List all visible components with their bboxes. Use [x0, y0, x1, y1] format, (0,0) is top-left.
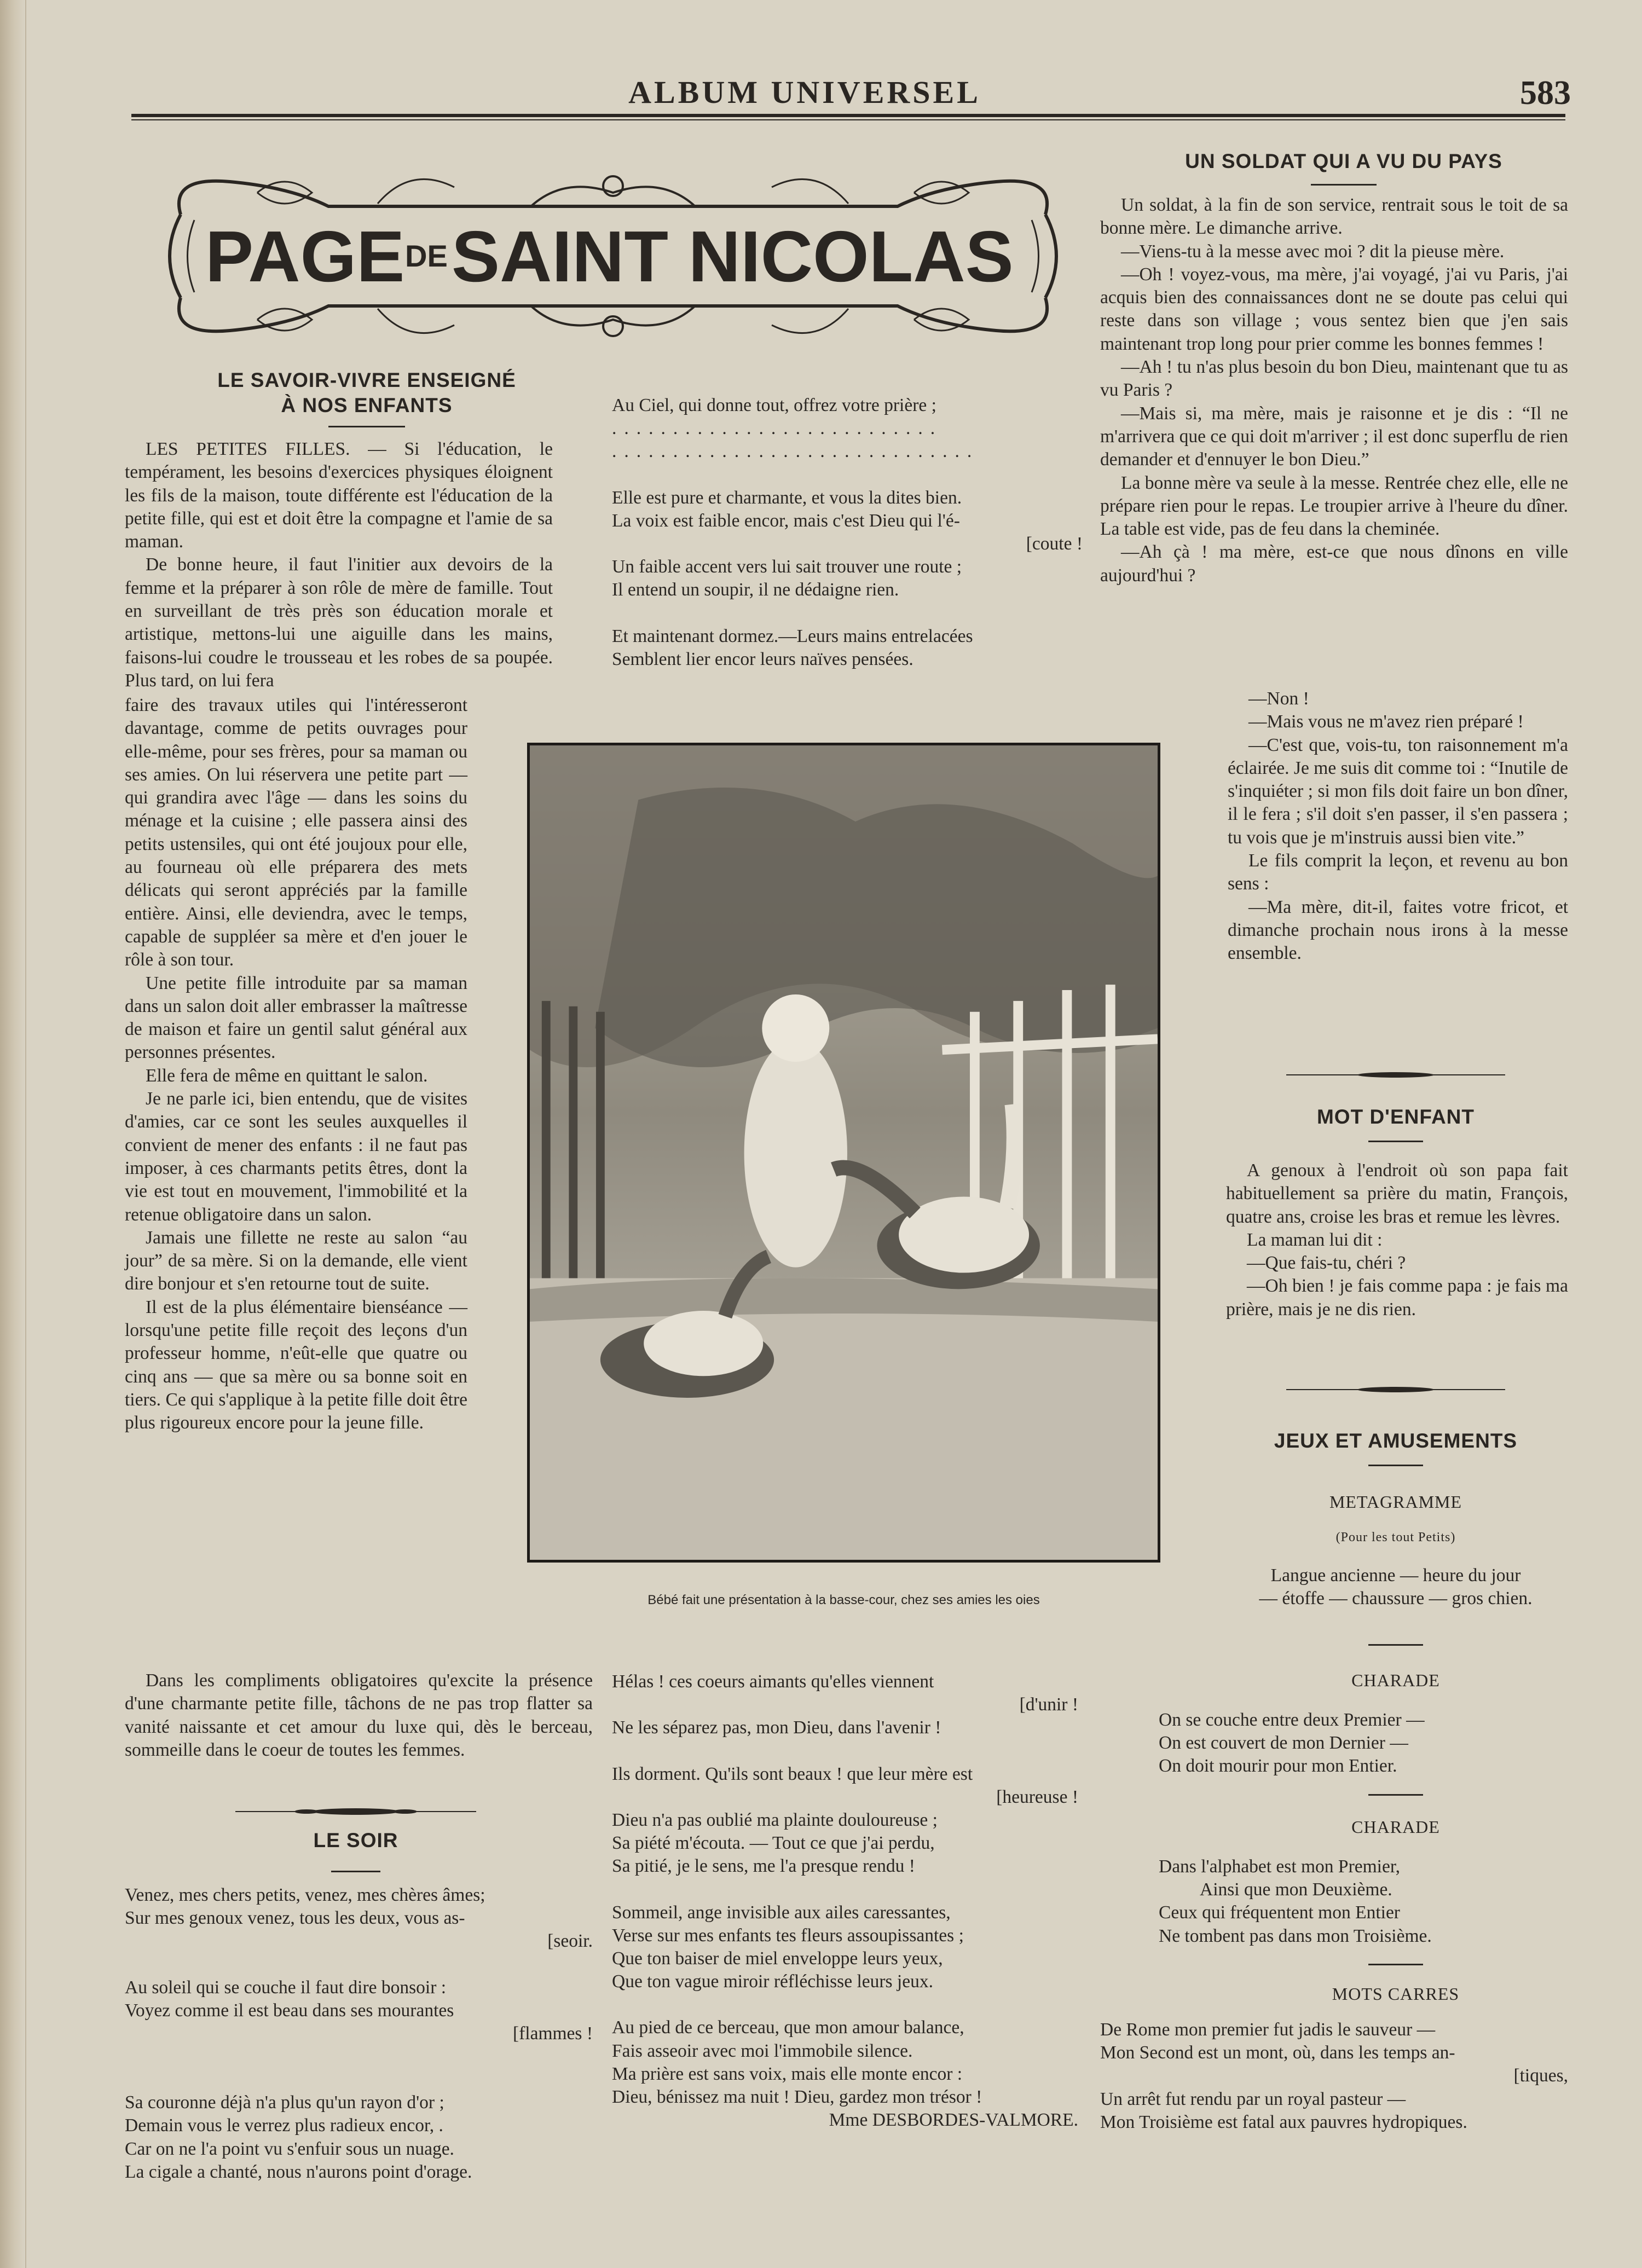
masthead-title-mid: DE: [405, 239, 448, 273]
savoir-paragraph: Il est de la plus élémentaire bienséance — lorsqu'une petite fille reçoit des leçons d'un professeur homme, n'eût-elle que quatre ou cinq ans — que sa mère ou sa bonne soit en tiers. Ce qui s'applique à la petite fille doit être plus rigoureux encore pour la jeune fille.: [125, 1297, 467, 1433]
verse-line: Hélas ! ces coeurs aimants qu'elles viennent: [612, 1671, 934, 1692]
soldat-paragraph: —C'est que, vois-tu, ton raisonnement m'a éclairée. Je me suis dit comme toi : “Inutile de s'inquiéter ; si mon fils doit faire un bon dîner, il le fera ; s'il doit s'en passer, il s'en passera ; tu vois que je m'instruis aussi bien vite.”: [1228, 734, 1568, 848]
metagramme-lines: [1204, 1564, 1587, 1610]
verse-line: Et maintenant dormez.—Leurs mains entrelacées: [612, 626, 973, 646]
verse-continuation: [heureuse !: [996, 1786, 1078, 1807]
charade2-line: Ainsi que mon Deuxième.: [1200, 1879, 1392, 1900]
savoir-heading-line1: LE SAVOIR-VIVRE ENSEIGNÉ: [217, 369, 516, 391]
savoir-paragraph: Dans les compliments obligatoires qu'excite la présence d'une charmante petite fille, tâchons de ne pas trop flatter sa vanité naissante et cet amour du luxe qui, dès le berceau, sommeille dans le coeur de toutes les femmes.: [125, 1670, 593, 1760]
verse-line: Sommeil, ange invisible aux ailes caressantes,: [612, 1902, 951, 1923]
mot-enfant-paragraph: —Oh bien ! je fais comme papa : je fais ma prière, mais je ne dis rien.: [1226, 1276, 1568, 1320]
ornament-divider: [1286, 1385, 1505, 1395]
photo-child-geese: [527, 743, 1160, 1563]
verse-line: Sa couronne déjà n'a plus qu'un rayon d'or ;: [125, 2092, 444, 2113]
soldat-paragraph: Le fils comprit la leçon, et revenu au bon sens :: [1228, 850, 1568, 894]
verse-line: Mon Troisième est fatal aux pauvres hydropiques.: [1100, 2111, 1467, 2132]
charade1-lines: [1159, 1709, 1542, 1778]
stanza-gap: [612, 1740, 1078, 1763]
soldat-paragraph: —Mais si, ma mère, mais je raisonne et je dis : “Il ne m'arrivera que ce qui doit m'arriver ; il est donc superflu de rien demander et d'ennuyer le bon Dieu.”: [1100, 403, 1568, 470]
verse-line: De Rome mon premier fut jadis le sauveur —: [1100, 2020, 1436, 2040]
verse-line: Venez, mes chers petits, venez, mes chères âmes;: [125, 1885, 485, 1905]
stanza-gap: [612, 1878, 1078, 1901]
photo-illustration: [530, 745, 1158, 1560]
verse-line: Voyez comme il est beau dans ses mourantes: [125, 2000, 454, 2021]
verse-line: Sa piété m'écouta. — Tout ce que j'ai perdu,: [612, 1833, 935, 1854]
soldat-heading-rule: [1311, 184, 1377, 186]
soldat-article-narrow: [1228, 687, 1568, 965]
verse-line: Sur mes genoux venez, tous les deux, vous as-: [125, 1908, 465, 1929]
metagramme-title: METAGRAMME: [1329, 1492, 1462, 1512]
soldat-paragraph: —Non !: [1248, 688, 1309, 709]
savoir-paragraph: De bonne heure, il faut l'initier aux devoirs de la femme et la préparer à son rôle de mère de famille. Tout en surveillant de très près son éducation morale et artistique, mettons-lui une aiguille dans les mains, faisons-lui coudre le trousseau et les robes de sa poupée. Plus tard, on lui fera: [125, 554, 553, 691]
verse-line: Dieu, bénissez ma nuit ! Dieu, gardez mon trésor !: [612, 2087, 982, 2108]
stanza-gap: [612, 602, 1083, 625]
verse-line: Car on ne l'a point vu s'enfuir sous un nuage.: [125, 2138, 454, 2159]
verse-line: Sa pitié, je le sens, me l'a presque rendu !: [612, 1856, 915, 1877]
verse-line: Que ton vague miroir réfléchisse leurs jeux.: [612, 1971, 933, 1992]
mot-enfant-paragraph: —Que fais-tu, chéri ?: [1247, 1253, 1406, 1274]
header-rule: [131, 114, 1565, 120]
soir-poem-left: [125, 1884, 593, 2184]
verse-line: Ne les séparez pas, mon Dieu, dans l'avenir !: [612, 1717, 941, 1738]
charade1-title: CHARADE: [1351, 1670, 1440, 1690]
masthead-title-left: PAGE: [205, 216, 405, 297]
verse-continuation: [d'unir !: [1019, 1694, 1078, 1715]
verse-continuation: [tiques,: [1513, 2066, 1568, 2086]
binding-spine: [0, 0, 26, 2268]
charade2-line: Ne tombent pas dans mon Troisième.: [1159, 1925, 1432, 1946]
verse-line: Elle est pure et charmante, et vous la dites bien.: [612, 487, 962, 508]
soldat-heading: UN SOLDAT QUI A VU DU PAYS: [1185, 150, 1502, 172]
metagramme-subtitle: (Pour les tout Petits): [1335, 1530, 1456, 1544]
savoir-article-wide: [125, 438, 553, 692]
verse-continuation: [coute !: [1026, 534, 1083, 554]
jeux-rule: [1368, 1964, 1423, 1965]
mot-enfant-paragraph: La maman lui dit :: [1247, 1229, 1383, 1250]
mots-carres-lines: [1100, 2018, 1568, 2134]
savoir-paragraph: LES PETITES FILLES. — Si l'éducation, le tempérament, les besoins d'exercices physiques éloignent les fils de la maison, toute différente est l'éducation de la petite fille, qui est et doit être la compagne et l'amie de sa maman.: [125, 439, 553, 552]
verse-line: Au pied de ce berceau, que mon amour balance,: [612, 2017, 964, 2038]
savoir-article-narrow: [125, 694, 467, 1435]
savoir-article-last: [125, 1669, 593, 1762]
ornament-divider: [1286, 1070, 1505, 1080]
charade2-lines: [1159, 1855, 1542, 1948]
jeux-rule: [1368, 1644, 1423, 1646]
stanza-gap: [125, 2045, 593, 2091]
verse-line: Fais asseoir avec moi l'immobile silence.: [612, 2040, 913, 2061]
savoir-heading-line2: À NOS ENFANTS: [281, 394, 453, 416]
savoir-paragraph: Jamais une fillette ne reste au salon “au jour” de sa mère. Si on la demande, elle vient dire bonjour et s'en retourne tout de suite.: [125, 1227, 467, 1294]
soldat-paragraph: —Ah ! tu n'as plus besoin du bon Dieu, maintenant que tu as vu Paris ?: [1100, 357, 1568, 401]
ellipsis-line: ..............................: [612, 441, 980, 462]
jeux-heading-rule: [1368, 1465, 1423, 1466]
verse-line: Verse sur mes enfants tes fleurs assoupissantes ;: [612, 1925, 964, 1946]
savoir-paragraph: Elle fera de même en quittant le salon.: [146, 1065, 428, 1086]
verse-continuation: Mme DESBORDES-VALMORE.: [829, 2110, 1078, 2131]
savoir-paragraph: faire des travaux utiles qui l'intéresseront davantage, comme de petits ouvrages pour elle-même, pour ses frères, pour sa maman ou ses amies. On lui réservera une petite part — qui grandira avec l'âge — dans les soins du ménage et la cuisine ; elle passera ainsi des petits ustensiles, qui ont été joujoux pour elle, au fourneau où elle préparera des mets délicats qui seront appréciés par la famille entière. Ainsi, elle deviendra, avec le temps, capable de suppléer sa mère et d'en jouer le rôle à son tour.: [125, 695, 467, 970]
mot-enfant-rule: [1368, 1141, 1423, 1142]
verse-line: Un arrêt fut rendu par un royal pasteur —: [1100, 2088, 1406, 2109]
ellipsis-line: ...........................: [612, 418, 943, 439]
metagramme-line: Langue ancienne — heure du jour: [1270, 1565, 1521, 1586]
verse-line: La voix est faible encor, mais c'est Dieu qui l'é-: [612, 510, 960, 531]
mot-enfant-paragraph: A genoux à l'endroit où son papa fait habituellement sa prière du matin, François, quatre ans, croise les bras et remue les lèvres.: [1226, 1160, 1568, 1227]
soldat-paragraph: —Ma mère, dit-il, faites votre fricot, et dimanche prochain nous irons à la messe ensemble.: [1228, 896, 1568, 964]
verse-continuation: [flammes !: [512, 2023, 593, 2044]
soldat-paragraph: —Mais vous ne m'avez rien préparé !: [1248, 711, 1524, 732]
savoir-heading-rule: [328, 426, 405, 427]
photo-caption: Bébé fait une présentation à la basse-cour, chez ses amies les oies: [647, 1593, 1040, 1607]
charade2-title: CHARADE: [1351, 1817, 1440, 1837]
metagramme-line: — étoffe — chaussure — gros chien.: [1259, 1588, 1533, 1609]
stanza-gap: [125, 1953, 593, 1976]
soldat-paragraph: La bonne mère va seule à la messe. Rentrée chez elle, elle ne prépare rien pour le repas. Le troupier arrive à l'heure du dîner. La table est vide, pas de feu dans la cheminée.: [1100, 472, 1568, 540]
verse-line: Dieu n'a pas oublié ma plainte douloureuse ;: [612, 1810, 938, 1831]
soldat-paragraph: —Oh ! voyez-vous, ma mère, j'ai voyagé, j'ai vu Paris, j'ai acquis bien des connaissances dont ne se doute pas celui qui reste dans son village ; vous sentez bien que j'en sais maintenant trop long pour prier comme les bonnes femmes !: [1100, 264, 1568, 354]
savoir-paragraph: Je ne parle ici, bien entendu, que de visites d'amies, car ce sont les seules auxquelles il convient de mener des enfants : il ne faut pas imposer, à ces charmants petits êtres, dont la vie est tout en mouvement, l'immobilité et la retenue obligatoire dans un salon.: [125, 1089, 467, 1225]
verse-line: Au Ciel, qui donne tout, offrez votre prière ;: [612, 395, 936, 415]
publication-title: ALBUM UNIVERSEL: [628, 74, 981, 110]
verse-line: La cigale a chanté, nous n'aurons point d'orage.: [125, 2161, 472, 2182]
verse-line: Au soleil qui se couche il faut dire bonsoir :: [125, 1977, 447, 1998]
soir-poem-bottom: [612, 1670, 1078, 2132]
verse-continuation: [seoir.: [547, 1931, 593, 1952]
soldat-paragraph: —Viens-tu à la messe avec moi ? dit la pieuse mère.: [1121, 241, 1505, 262]
mot-enfant-article: [1226, 1159, 1568, 1321]
masthead-cartouche: [148, 154, 1078, 358]
verse-line: Semblent lier encor leurs naïves pensées.: [612, 649, 913, 669]
soldat-paragraph: Un soldat, à la fin de son service, rentrait sous le toit de sa bonne mère. Le dimanche arrive.: [1100, 195, 1568, 239]
soldat-article-wide: [1100, 194, 1568, 587]
charade2-line: Dans l'alphabet est mon Premier,: [1159, 1856, 1401, 1877]
mot-enfant-heading: MOT D'ENFANT: [1316, 1106, 1475, 1128]
soldat-paragraph: —Ah çà ! ma mère, est-ce que nous dînons en ville aujourd'hui ?: [1100, 542, 1568, 586]
verse-line: Demain vous le verrez plus radieux encor, .: [125, 2115, 443, 2136]
charade2-line: Ceux qui fréquentent mon Entier: [1159, 1902, 1400, 1923]
verse-line: Un faible accent vers lui sait trouver une route ;: [612, 557, 962, 577]
soir-poem-top: [612, 394, 1083, 671]
jeux-heading: JEUX ET AMUSEMENTS: [1274, 1430, 1518, 1452]
masthead-title-right: SAINT NICOLAS: [452, 216, 1014, 297]
page-number: 583: [1520, 74, 1571, 112]
verse-line: Il entend un soupir, il ne dédaigne rien.: [612, 580, 899, 600]
charade1-line: On se couche entre deux Premier —: [1159, 1710, 1425, 1730]
soir-heading: LE SOIR: [313, 1829, 398, 1852]
verse-line: Que ton baiser de miel enveloppe leurs yeux,: [612, 1948, 943, 1969]
ornament-divider: [235, 1805, 476, 1818]
soir-heading-rule: [331, 1871, 380, 1872]
masthead-frame-svg: [148, 154, 1078, 358]
stanza-gap: [612, 1993, 1078, 2016]
jeux-rule: [1368, 1794, 1423, 1796]
verse-line: Ma prière est sans voix, mais elle monte encor :: [612, 2063, 963, 2084]
verse-line: Ils dorment. Qu'ils sont beaux ! que leur mère est: [612, 1763, 973, 1784]
savoir-heading: [148, 368, 586, 418]
charade1-line: On est couvert de mon Dernier —: [1159, 1733, 1408, 1754]
verse-line: Mon Second est un mont, où, dans les temps an-: [1100, 2043, 1455, 2063]
savoir-paragraph: Une petite fille introduite par sa maman dans un salon doit aller embrasser la maîtresse de maison et faire un gentil salut général aux personnes présentes.: [125, 973, 467, 1063]
stanza-gap: [612, 464, 1083, 487]
charade1-line: On doit mourir pour mon Entier.: [1159, 1756, 1397, 1777]
mots-carres-title: MOTS CARRES: [1332, 1984, 1460, 2004]
